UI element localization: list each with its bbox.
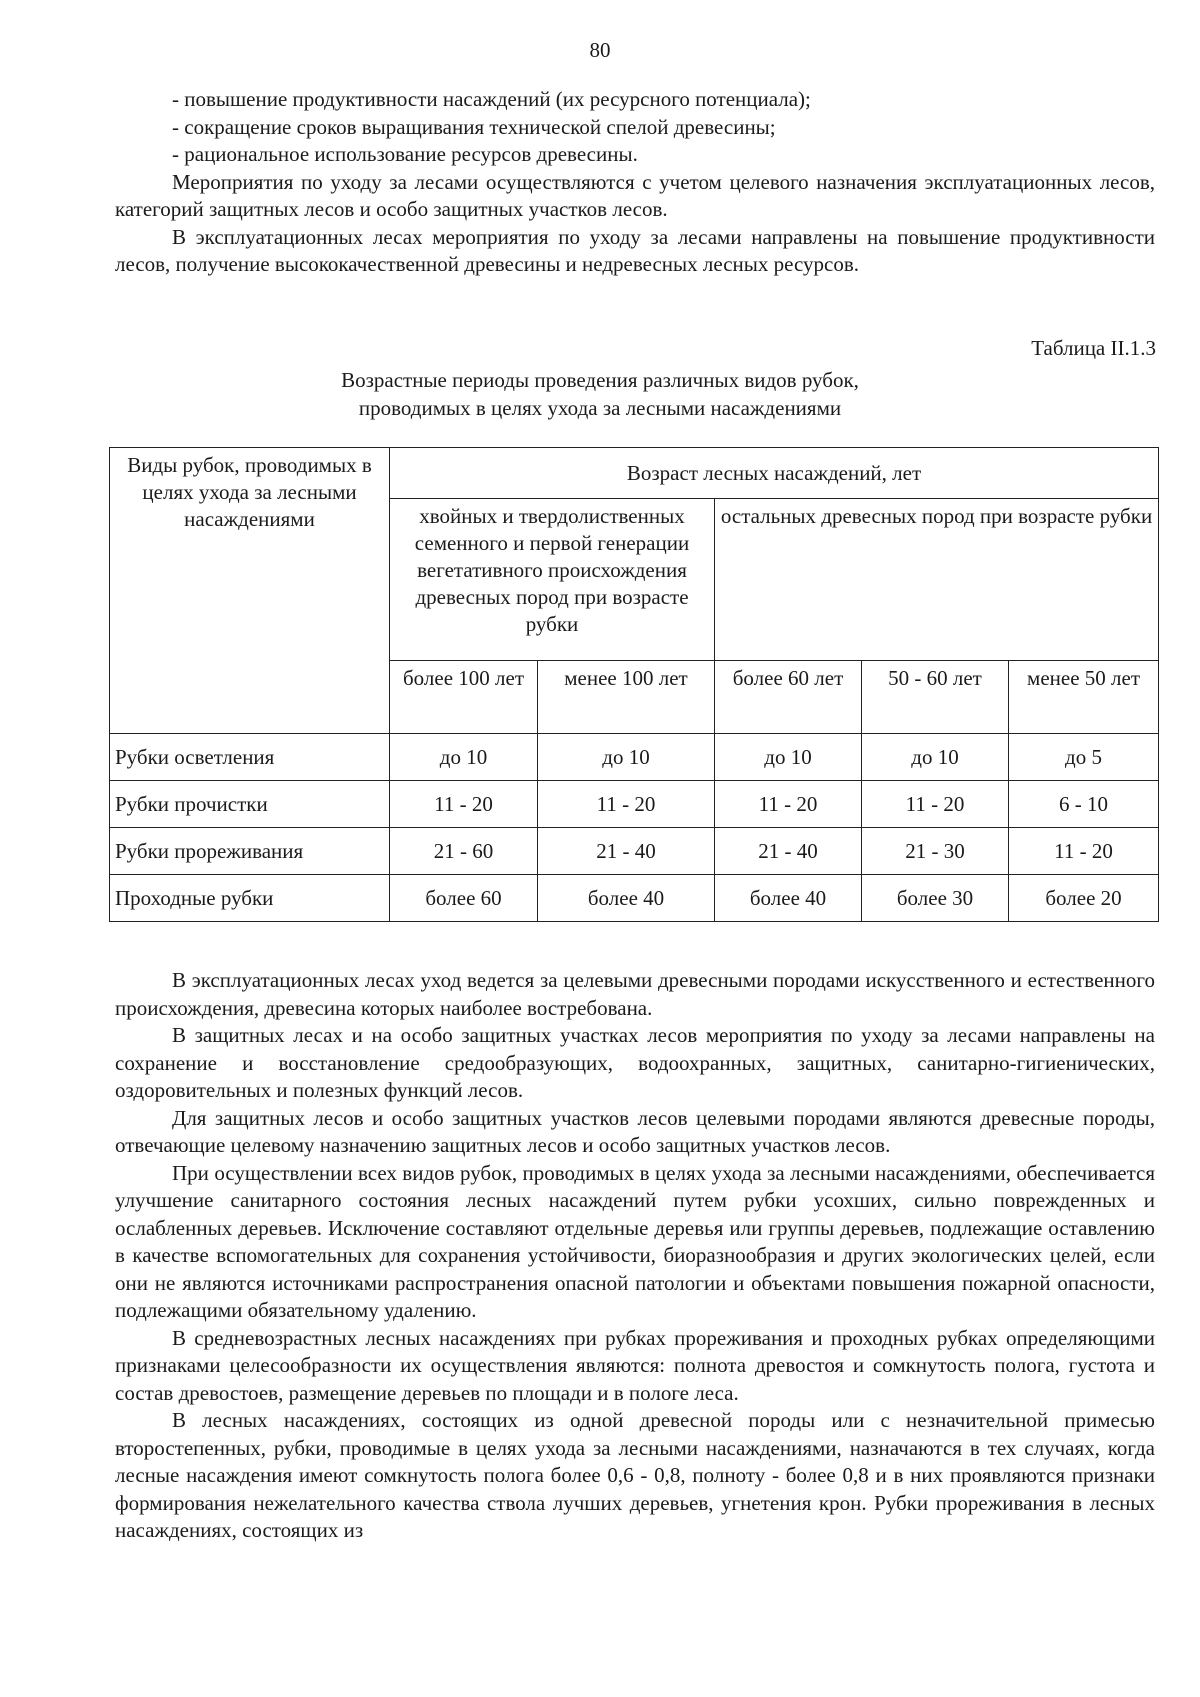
body-section — [115, 967, 1155, 1545]
table-cell: до 5 — [1009, 734, 1159, 781]
list-item: - сокращение сроков выращивания технической спелой древесины; — [172, 114, 776, 139]
table-row — [110, 828, 1159, 875]
table-cell: 6 - 10 — [1009, 781, 1159, 828]
paragraph: В средневозрастных лесных насаждениях при рубках прореживания и проходных рубках определяющими признаками целесообразности их осуществления являются: полнота древостоя и сомкнутость полога, густота и состав древостоев, размещение деревьев по площади и в пологе леса. — [115, 1325, 1155, 1405]
table-cell: 11 - 20 — [715, 781, 862, 828]
age-periods-table — [109, 447, 1159, 922]
list-item: - рациональное использование ресурсов древесины. — [172, 142, 638, 166]
table-cell: 21 - 30 — [862, 828, 1009, 875]
paragraph: В эксплуатационных лесах мероприятия по уходу за лесами направлены на повышение продуктивности лесов, получение высококачественной древесины и недревесных лесных ресурсов. — [115, 224, 1155, 276]
table-cell: более 40 — [538, 875, 715, 922]
subheader-cell: менее 50 лет — [1009, 661, 1159, 734]
table-cell: более 40 — [715, 875, 862, 922]
paragraph: В защитных лесах и на особо защитных участках лесов мероприятия по уходу за лесами направлены на сохранение и восстановление средообразующих, водоохранных, защитных, санитарно-гигиенических, оздоровительных и полезных функций лесов. — [115, 1023, 1155, 1102]
table-cell: 11 - 20 — [390, 781, 538, 828]
table-cell: до 10 — [390, 734, 538, 781]
table-cell: более 30 — [862, 875, 1009, 922]
table-cell: до 10 — [862, 734, 1009, 781]
row-name: Рубки прореживания — [110, 828, 390, 875]
table-cell: до 10 — [715, 734, 862, 781]
paragraph: В лесных насаждениях, состоящих из одной древесной породы или с незначительной примесью второстепенных, рубки, проводимые в целях ухода за лесными насаждениями, назначаются в тех случаях, когда лесные насаждения имеют сомкнутость полога более 0,6 - 0,8, полноту - более 0,8 и в них проявляются признаки формирования нежелательного качества ствола лучших деревьев, угнетения крон. Рубки прореживания в лесных насаждениях, состоящих из — [115, 1408, 1155, 1542]
list-item: - повышение продуктивности насаждений (их ресурсного потенциала); — [172, 87, 811, 111]
header-group-conifer-hardwood: хвойных и твердолиственных семенного и первой генерации вегетативного происхождения древесных пород при возрасте рубки — [390, 499, 715, 661]
paragraph: При осуществлении всех видов рубок, проводимых в целях ухода за лесными насаждениями, обеспечивается улучшение санитарного состояния лесных насаждений путем рубки усохших, сильно поврежденных и ослабленных деревьев. Исключение составляют отдельные деревья или группы деревьев, подлежащие оставлению в качестве вспомогательных для сохранения устойчивости, биоразнообразия и других экологических целей, если они не являются источниками распространения опасной патологии и объектами повышения пожарной опасности, подлежащими обязательному удалению. — [115, 1160, 1155, 1322]
row-name: Проходные рубки — [110, 875, 390, 922]
row-name: Рубки прочистки — [110, 781, 390, 828]
table-cell: 11 - 20 — [862, 781, 1009, 828]
header-group-other-species: остальных древесных пород при возрасте рубки — [715, 499, 1159, 661]
table-cell: 21 - 60 — [390, 828, 538, 875]
table-label: Таблица II.1.3 — [1031, 336, 1156, 360]
subheader-cell: более 100 лет — [390, 661, 538, 734]
table-cell: более 60 — [390, 875, 538, 922]
table-row — [110, 875, 1159, 922]
subheader-cell: 50 - 60 лет — [862, 661, 1009, 734]
table-cell: до 10 — [538, 734, 715, 781]
table-cell: 11 - 20 — [538, 781, 715, 828]
subheader-cell: менее 100 лет — [538, 661, 715, 734]
table-row — [110, 734, 1159, 781]
paragraph: Мероприятия по уходу за лесами осуществляются с учетом целевого назначения эксплуатационных лесов, категорий защитных лесов и особо защитных участков лесов. — [115, 169, 1155, 221]
subheader-cell: более 60 лет — [715, 661, 862, 734]
table-title — [0, 366, 1200, 422]
header-cutting-types: Виды рубок, проводимых в целях ухода за лесными насаждениями — [110, 448, 390, 734]
row-name: Рубки осветления — [110, 734, 390, 781]
paragraph: В эксплуатационных лесах уход ведется за целевыми древесными породами искусственного и естественного происхождения, древесина которых наиболее востребована. — [115, 968, 1155, 1020]
table-cell: 11 - 20 — [1009, 828, 1159, 875]
table-title-line: проводимых в целях ухода за лесными насаждениями — [358, 396, 842, 420]
table-title-line: Возрастные периоды проведения различных видов рубок, — [341, 368, 859, 392]
table-cell: более 20 — [1009, 875, 1159, 922]
paragraph: Для защитных лесов и особо защитных участков лесов целевыми породами являются древесные породы, отвечающие целевому назначению защитных лесов и особо защитных участков лесов. — [115, 1105, 1155, 1157]
page-number: 80 — [589, 38, 611, 62]
table-row — [110, 781, 1159, 828]
intro-section — [115, 86, 1155, 279]
header-forest-age: Возраст лесных насаждений, лет — [390, 448, 1159, 499]
table-cell: 21 - 40 — [538, 828, 715, 875]
table-cell: 21 - 40 — [715, 828, 862, 875]
